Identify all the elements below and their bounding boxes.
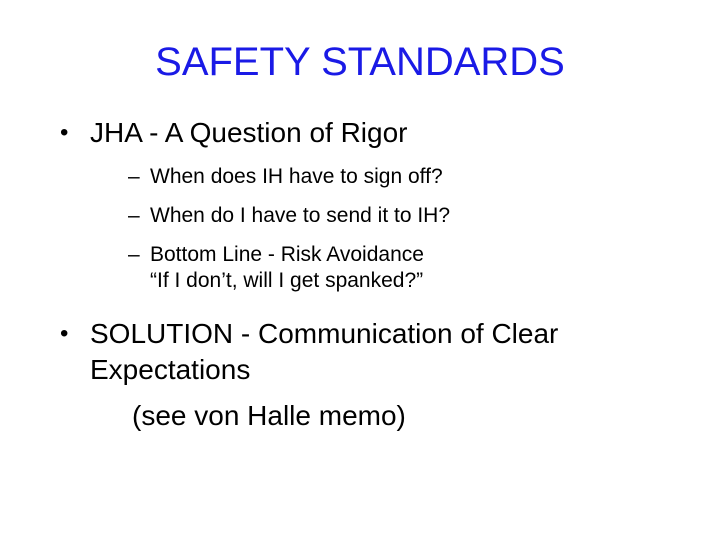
sub-bullet-text: When do I have to send it to IH? bbox=[150, 204, 451, 227]
sub-bullet-continuation: “If I don’t, will I get spanked?” bbox=[150, 269, 424, 292]
sub-bullet-text: When does IH have to sign off? bbox=[150, 165, 443, 188]
bullet-continuation: Expectations bbox=[90, 354, 251, 385]
slide-title: SAFETY STANDARDS bbox=[155, 40, 565, 84]
sub-bullet-marker: – bbox=[128, 165, 140, 188]
bullet-marker: • bbox=[60, 320, 69, 347]
bullet-marker: • bbox=[60, 119, 69, 146]
bullet-text: SOLUTION - Communication of Clear bbox=[90, 318, 559, 349]
bullet-text: JHA - A Question of Rigor bbox=[90, 117, 408, 148]
sub-bullet-marker: – bbox=[128, 243, 140, 266]
sub-bullet-marker: – bbox=[128, 204, 140, 227]
bullet-note: (see von Halle memo) bbox=[132, 400, 406, 431]
sub-bullet-text: Bottom Line - Risk Avoidance bbox=[150, 243, 424, 266]
